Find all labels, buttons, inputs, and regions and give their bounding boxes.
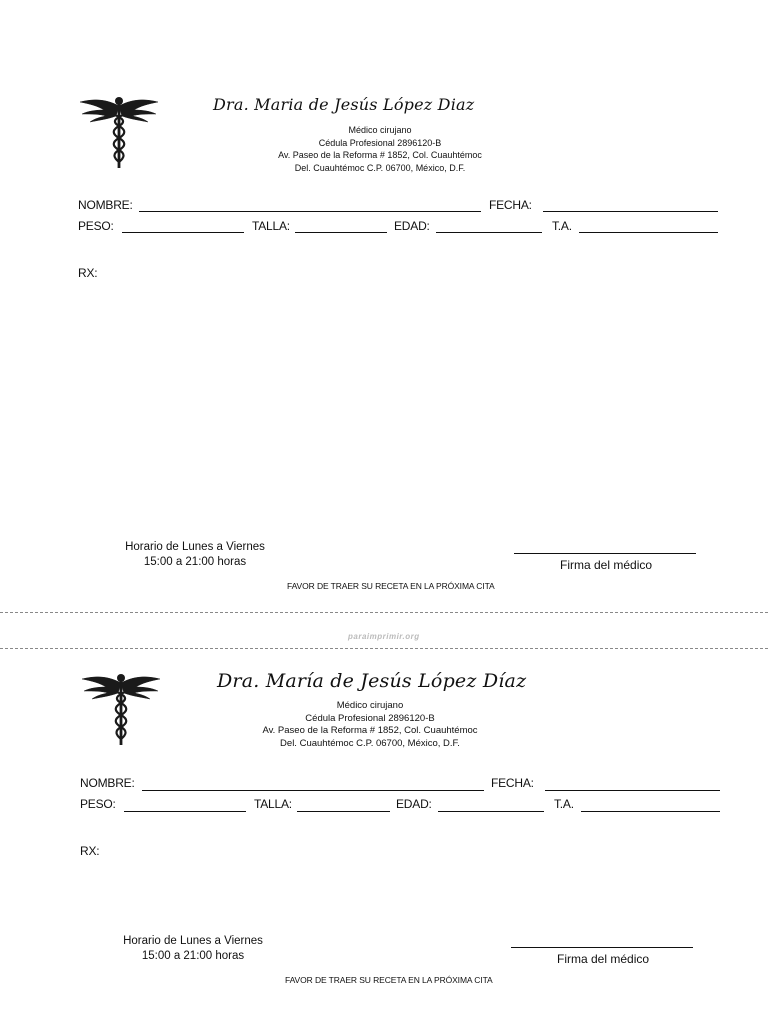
nombre-label: NOMBRE:: [78, 198, 133, 212]
info-line: Del. Cuauhtémoc C.P. 06700, México, D.F.: [294, 162, 466, 173]
cut-line-bottom: [0, 648, 768, 649]
info-line: Médico cirujano: [348, 125, 412, 135]
ta-label: T.A.: [552, 219, 572, 233]
fecha-field[interactable]: [543, 211, 718, 212]
doctor-info: [230, 124, 530, 174]
signature-label: Firma del médico: [557, 952, 650, 966]
ta-field[interactable]: [579, 232, 718, 233]
edad-field[interactable]: [436, 232, 542, 233]
doctor-name: Dra. Maria de Jesús López Diaz: [213, 95, 475, 114]
schedule-hours: 15:00 a 21:00 horas: [143, 556, 247, 568]
nombre-field[interactable]: [142, 790, 484, 791]
caduceus-icon: [78, 92, 160, 170]
info-line: Av. Paseo de la Reforma # 1852, Col. Cuauhtémoc: [278, 150, 482, 160]
fecha-field[interactable]: [545, 790, 720, 791]
edad-field[interactable]: [438, 811, 544, 812]
schedule-days: Horario de Lunes a Viernes: [125, 541, 265, 553]
info-line: Del. Cuauhtémoc C.P. 06700, México, D.F.: [280, 737, 460, 749]
ta-label: T.A.: [554, 797, 574, 811]
peso-label: PESO:: [78, 219, 114, 233]
rx-label: RX:: [78, 266, 98, 280]
watermark: paraimprimir.org: [348, 632, 420, 641]
info-line: Av. Paseo de la Reforma # 1852, Col. Cuauhtémoc: [262, 725, 478, 736]
peso-field[interactable]: [124, 811, 246, 812]
rx-label: RX:: [80, 844, 100, 858]
fecha-label: FECHA:: [491, 776, 534, 790]
footer-note: FAVOR DE TRAER SU RECETA EN LA PRÓXIMA CITA: [285, 975, 493, 985]
fecha-label: FECHA:: [489, 198, 532, 212]
schedule: [120, 540, 270, 570]
talla-label: TALLA:: [254, 797, 292, 811]
doctor-info: [220, 700, 520, 750]
footer-note: FAVOR DE TRAER SU RECETA EN LA PRÓXIMA CITA: [287, 581, 495, 591]
cut-line-top: [0, 612, 768, 613]
nombre-field[interactable]: [139, 211, 481, 212]
talla-field[interactable]: [295, 232, 387, 233]
caduceus-icon: [80, 668, 162, 748]
peso-label: PESO:: [80, 797, 116, 811]
info-line: Médico cirujano: [336, 700, 404, 711]
ta-field[interactable]: [581, 811, 720, 812]
signature-line[interactable]: [514, 553, 696, 554]
schedule-days: Horario de Lunes a Viernes: [123, 935, 263, 947]
signature-line[interactable]: [511, 947, 693, 948]
doctor-name: Dra. María de Jesús López Díaz: [217, 670, 527, 692]
nombre-label: NOMBRE:: [80, 776, 135, 790]
edad-label: EDAD:: [394, 219, 430, 233]
info-line: Cédula Profesional 2896120-B: [305, 712, 435, 724]
talla-field[interactable]: [297, 811, 390, 812]
schedule-hours: 15:00 a 21:00 horas: [141, 950, 245, 962]
info-line: Cédula Profesional 2896120-B: [318, 137, 442, 148]
signature-label: Firma del médico: [560, 558, 653, 572]
talla-label: TALLA:: [252, 219, 290, 233]
schedule: [118, 934, 268, 964]
peso-field[interactable]: [122, 232, 244, 233]
edad-label: EDAD:: [396, 797, 432, 811]
